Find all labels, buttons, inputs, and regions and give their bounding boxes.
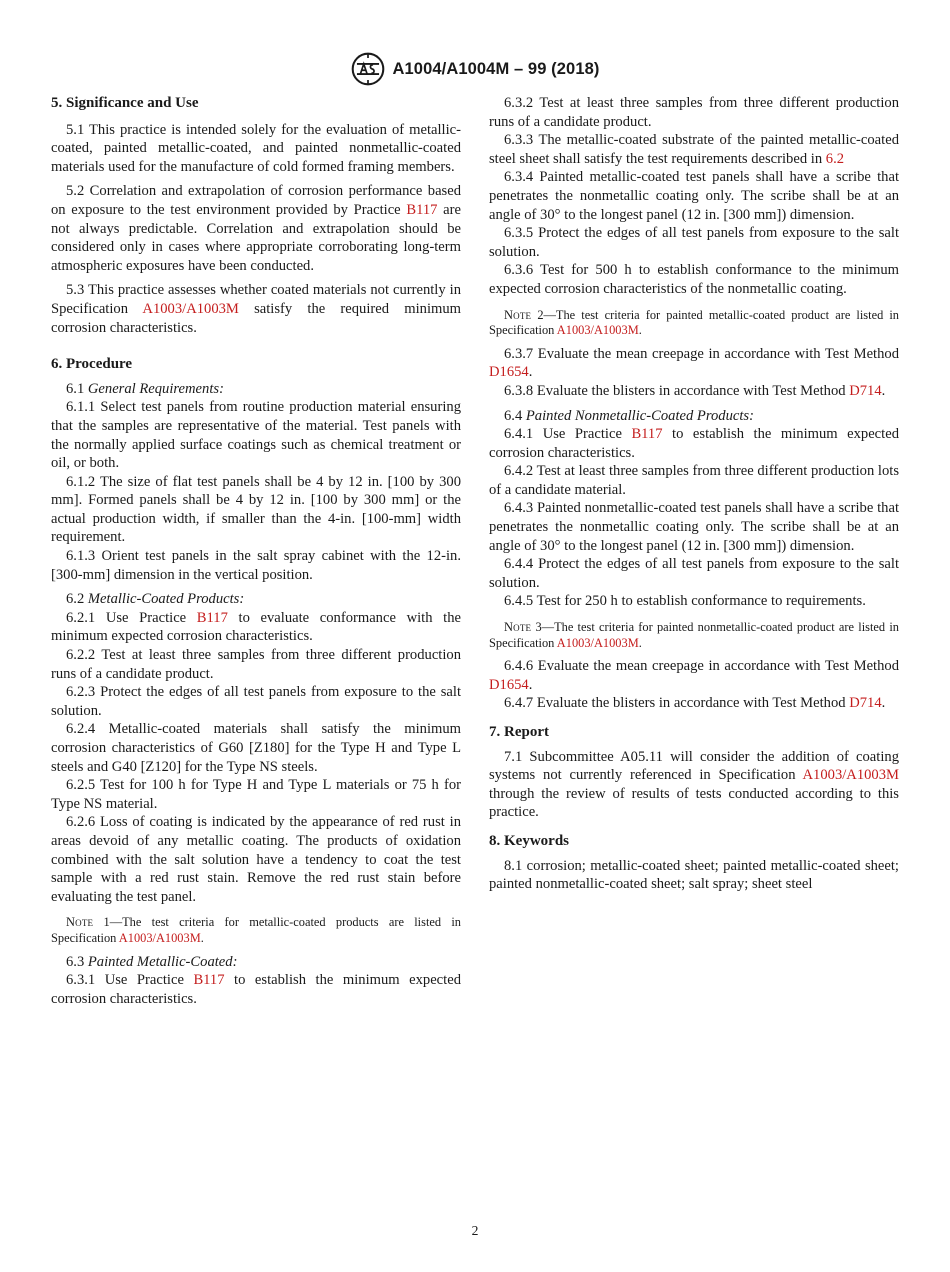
reference-link[interactable]: 6.2 <box>825 150 845 167</box>
page-header <box>0 52 950 86</box>
paragraph: 6.4.5 Test for 250 h to establish conformance to requirements. <box>504 593 866 610</box>
paragraph: 5.3 This practice assesses whether coated materials not currently in Specification A1003/A1003M satisfy the required minimum corrosion characteristics. <box>51 282 462 336</box>
note: Note 3—The test criteria for painted nonmetallic-coated product are listed in Specification A1003/A1003M. <box>489 620 899 650</box>
paragraph: 6.1.3 Orient test panels in the salt spray cabinet with the 12-in. [300-mm] dimension in the vertical position. <box>51 548 461 583</box>
reference-link[interactable]: A1003/A1003M <box>556 635 639 650</box>
paragraph: 6.3.4 Painted metallic-coated test panels shall have a scribe that penetrates the nonmetallic coating only. The scribe shall be at an angle of 30° to the longest panel (12 in. [300 mm]) dimension. <box>489 169 899 223</box>
paragraph: 6.3.6 Test for 500 h to establish conformance to the minimum expected corrosion characteristics of the nonmetallic coating. <box>489 262 899 297</box>
paragraph: 6.3.1 Use Practice B117 to establish the minimum expected corrosion characteristics. <box>51 972 461 1007</box>
reference-link[interactable]: A1003/A1003M <box>802 767 899 784</box>
paragraph: 6.3.7 Evaluate the mean creepage in accordance with Test Method D1654. <box>489 345 899 381</box>
reference-link[interactable]: D714 <box>849 382 882 399</box>
paragraph: 6.2.2 Test at least three samples from three different production runs of a candidate product. <box>51 647 461 682</box>
paragraph: 6.3.8 Evaluate the blisters in accordance with Test Method D714. <box>504 382 886 399</box>
note: Note 2—The test criteria for painted metallic-coated product are listed in Specification A1003/A1003M. <box>489 307 899 338</box>
reference-link[interactable]: A1003/A1003M <box>118 930 201 945</box>
section-heading: 7. Report <box>489 724 549 740</box>
paragraph: 6.3.2 Test at least three samples from three different production runs of a candidate product. <box>489 95 899 130</box>
reference-link[interactable]: D714 <box>849 695 882 712</box>
paragraph: 6.2.1 Use Practice B117 to evaluate conformance with the minimum expected corrosion characteristics. <box>51 609 461 645</box>
paragraph: 6.2.5 Test for 100 h for Type H and Type L materials or 75 h for Type NS material. <box>51 777 461 812</box>
paragraph: 6.2.3 Protect the edges of all test panels from exposure to the salt solution. <box>51 684 461 719</box>
paragraph: 6.3.5 Protect the edges of all test panels from exposure to the salt solution. <box>489 225 899 260</box>
reference-link[interactable]: A1003/A1003M <box>556 323 639 338</box>
reference-link[interactable]: A1003/A1003M <box>142 300 239 317</box>
document-id: A1004/A1004M – 99 (2018) <box>392 59 600 78</box>
subsection-title: 6.3 Painted Metallic-Coated: <box>66 953 238 970</box>
left-column <box>51 94 461 1008</box>
reference-link[interactable]: D1654 <box>489 364 529 381</box>
subsection-title: 6.4 Painted Nonmetallic-Coated Products: <box>504 407 754 424</box>
paragraph: 5.1 This practice is intended solely for the evaluation of metallic-coated, painted metallic-coated, and painted nonmetallic-coated materials used for the manufacture of cold formed framing members. <box>51 121 461 175</box>
subsection-title: 6.1 General Requirements: <box>66 380 224 397</box>
paragraph: 6.2.6 Loss of coating is indicated by the appearance of red rust in areas devoid of any metallic coating. The products of oxidation combined with the salt solution have a tendency to coat the test sample with a red rust stain. Remove the red rust stain before evaluating the test panel. <box>51 814 461 905</box>
section-heading: 6. Procedure <box>51 356 133 373</box>
note: Note 1—The test criteria for metallic-coated products are listed in Specification A1003/A1003M. <box>51 915 461 945</box>
subsection-title: 6.2 Metallic-Coated Products: <box>66 591 245 608</box>
reference-link[interactable]: B117 <box>631 426 663 443</box>
paragraph: 5.2 Correlation and extrapolation of corrosion performance based on exposure to the test environment provided by Practice B117 are not always predictable. Correlation and extrapolation should be considered only in cases where appropriate corroborating long-term atmospheric exposures have been conducted. <box>51 183 461 274</box>
paragraph: 6.4.2 Test at least three samples from three different production lots of a candidate material. <box>489 463 899 498</box>
section-heading: 5. Significance and Use <box>51 95 199 111</box>
reference-link[interactable]: B117 <box>406 201 438 218</box>
paragraph: 6.1.2 The size of flat test panels shall be 4 by 12 in. [100 by 300 mm]. Formed panels shall be 4 by 12 in. [100 by 300 mm] or the actual production width, if smaller than the 4-in. [100-mm] width requirement. <box>51 473 461 546</box>
paragraph: 6.4.1 Use Practice B117 to establish the minimum expected corrosion characteristics. <box>489 426 899 461</box>
paragraph: 7.1 Subcommittee A05.11 will consider the addition of coating systems not currently referenced in Specification A1003/A1003M through the review of results of tests conducted according to this practice. <box>489 748 899 821</box>
paragraph: 6.2.4 Metallic-coated materials shall satisfy the minimum corrosion characteristics of G60 [Z180] for the Type H and Type L steels and G40 [Z120] for the Type NS steels. <box>51 721 461 775</box>
page-number: 2 <box>471 1223 479 1238</box>
paragraph: 6.4.7 Evaluate the blisters in accordance with Test Method D714. <box>504 695 886 712</box>
paragraph: 6.3.3 The metallic-coated substrate of the painted metallic-coated steel sheet shall satisfy the test requirements described in 6.2 <box>489 132 899 167</box>
astm-logo <box>351 52 385 86</box>
paragraph: 6.4.3 Painted nonmetallic-coated test panels shall have a scribe that penetrates the nonmetallic coating only. The scribe shall be at an angle of 30° to the longest panel (12 in. [300 mm]) dimension. <box>489 500 899 554</box>
paragraph: 6.1.1 Select test panels from routine production material ensuring that the samples are representative of the material. Test panels with the normally applied surface coatings such as chemical treatment or oil, or both. <box>51 399 461 472</box>
paragraph: 6.4.4 Protect the edges of all test panels from exposure to the salt solution. <box>489 556 899 591</box>
paragraph: 6.4.6 Evaluate the mean creepage in accordance with Test Method D1654. <box>489 658 899 693</box>
reference-link[interactable]: B117 <box>193 972 225 989</box>
section-heading: 8. Keywords <box>489 832 569 849</box>
paragraph: 8.1 corrosion; metallic-coated sheet; painted metallic-coated sheet; painted nonmetallic-coated sheet; salt spray; sheet steel <box>489 857 899 893</box>
reference-link[interactable]: B117 <box>196 609 228 626</box>
right-column <box>489 94 899 894</box>
reference-link[interactable]: D1654 <box>489 676 529 693</box>
